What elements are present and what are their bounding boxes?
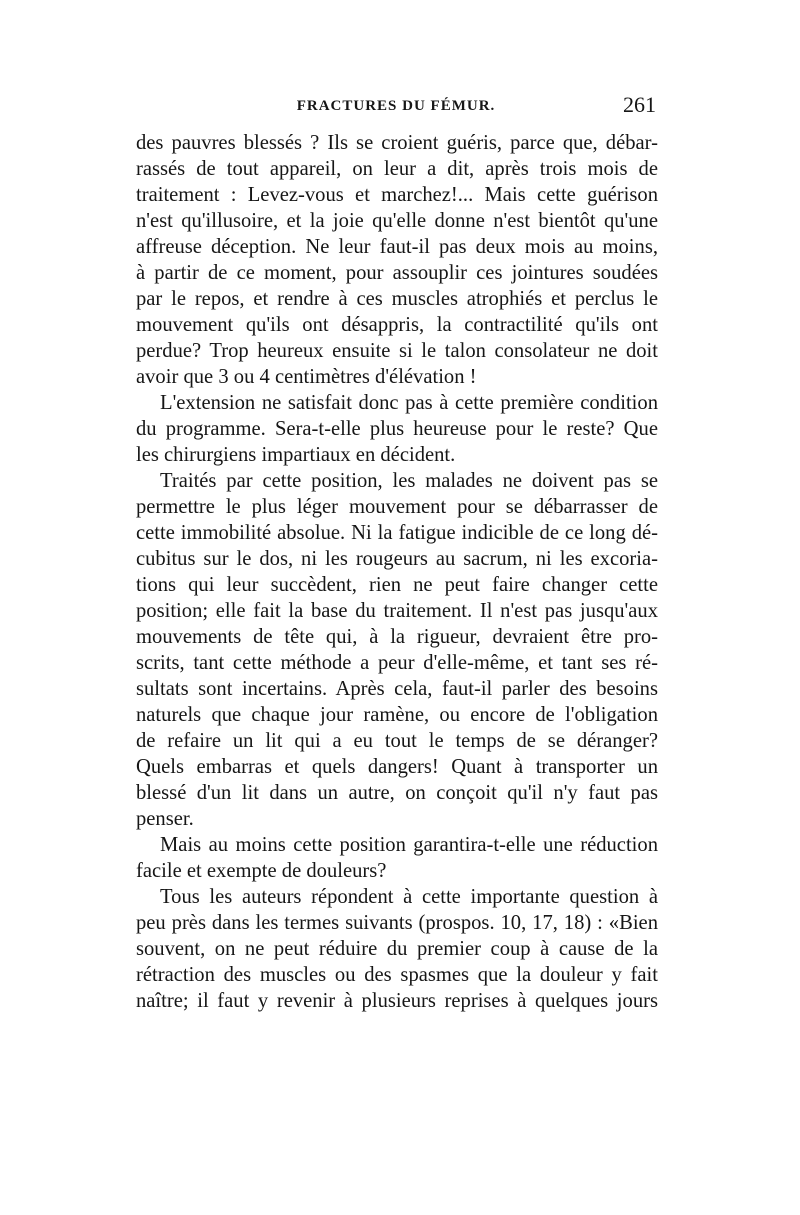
- text-line: affreuse déception. Ne leur faut-il pas deux mois au moins,: [136, 236, 658, 258]
- running-title: FRACTURES DU FÉMUR.: [296, 98, 496, 114]
- text-line: Mais au moins cette position garantira-t-elle une réduction: [160, 834, 658, 856]
- text-line: souvent, on ne peut réduire du premier coup à cause de la: [136, 938, 658, 960]
- text-line: perdue? Trop heureux ensuite si le talon consolateur ne doit: [136, 340, 658, 362]
- text-line: blessé d'un lit dans un autre, on conçoit qu'il n'y faut pas: [136, 782, 658, 804]
- page-number: 261: [623, 92, 656, 117]
- text-line: naturels que chaque jour ramène, ou encore de l'obligation: [136, 704, 658, 726]
- text-line: les chirurgiens impartiaux en décident.: [136, 444, 456, 466]
- text-line: traitement : Levez-vous et marchez!... Mais cette guérison: [136, 184, 658, 206]
- text-line: cubitus sur le dos, ni les rougeurs au sacrum, ni les excoria-: [136, 548, 658, 570]
- text-line: L'extension ne satisfait donc pas à cette première condition: [160, 392, 658, 414]
- text-line: rétraction des muscles ou des spasmes que la douleur y fait: [136, 964, 658, 986]
- text-line: avoir que 3 ou 4 centimètres d'élévation !: [136, 366, 477, 388]
- text-line: Quels embarras et quels dangers! Quant à transporter un: [136, 756, 658, 778]
- text-line: mouvement qu'ils ont désappris, la contractilité qu'ils ont: [136, 314, 658, 336]
- text-line: n'est qu'illusoire, et la joie qu'elle donne n'est bientôt qu'une: [136, 210, 658, 232]
- text-line: par le repos, et rendre à ces muscles atrophiés et perclus le: [136, 288, 658, 310]
- text-line: Traités par cette position, les malades ne doivent pas se: [160, 470, 658, 492]
- text-line: tions qui leur succèdent, rien ne peut faire changer cette: [136, 574, 658, 596]
- text-line: rassés de tout appareil, on leur a dit, après trois mois de: [136, 158, 658, 180]
- text-line: sultats sont incertains. Après cela, faut-il parler des besoins: [136, 678, 658, 700]
- text-line: cette immobilité absolue. Ni la fatigue indicible de ce long dé-: [136, 522, 658, 544]
- text-line: permettre le plus léger mouvement pour se débarrasser de: [136, 496, 658, 518]
- text-line: à partir de ce moment, pour assouplir ces jointures soudées: [136, 262, 658, 284]
- text-line: scrits, tant cette méthode a peur d'elle-même, et tant ses ré-: [136, 652, 658, 674]
- body-text: [136, 130, 658, 1014]
- text-line: des pauvres blessés ? Ils se croient guéris, parce que, débar-: [136, 132, 658, 154]
- running-head: [136, 92, 656, 126]
- text-line: position; elle fait la base du traitement. Il n'est pas jusqu'aux: [136, 600, 658, 622]
- text-line: penser.: [136, 808, 194, 830]
- text-line: de refaire un lit qui a eu tout le temps de se déranger?: [136, 730, 658, 752]
- text-line: du programme. Sera-t-elle plus heureuse pour le reste? Que: [136, 418, 658, 440]
- text-line: peu près dans les termes suivants (prospos. 10, 17, 18) : «Bien: [136, 912, 658, 934]
- text-line: facile et exempte de douleurs?: [136, 860, 387, 882]
- text-line: naître; il faut y revenir à plusieurs reprises à quelques jours: [136, 990, 658, 1012]
- text-line: Tous les auteurs répondent à cette importante question à: [160, 886, 658, 908]
- text-line: mouvements de tête qui, à la rigueur, devraient être pro-: [136, 626, 658, 648]
